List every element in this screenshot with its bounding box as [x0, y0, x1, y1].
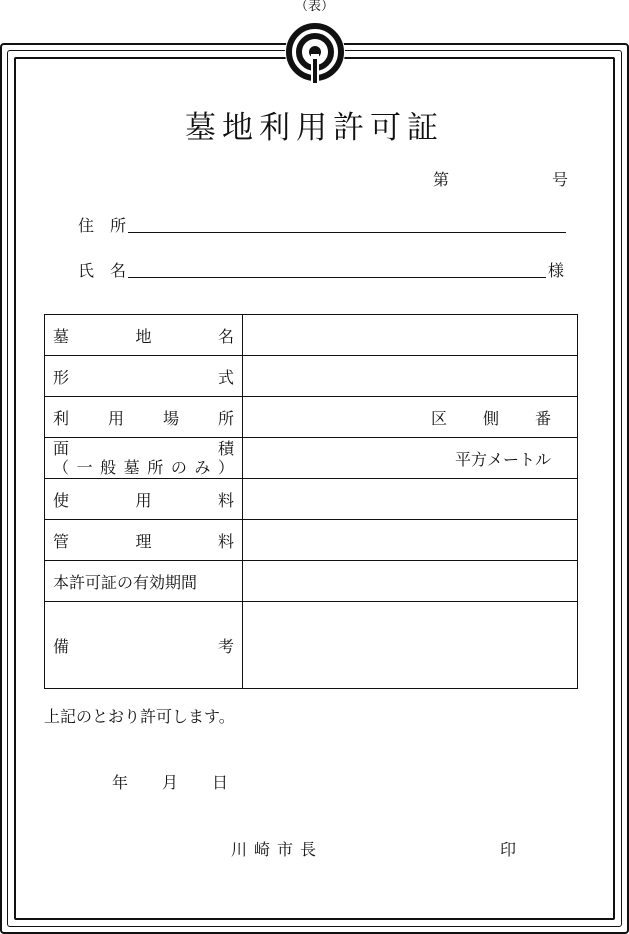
city-emblem-icon — [284, 21, 346, 83]
row-label-type — [45, 356, 243, 397]
table-row — [45, 602, 578, 689]
label-char: 利 — [53, 408, 70, 428]
label-char: 考 — [217, 636, 234, 656]
label-char: 使 — [53, 490, 70, 510]
number-suffix: 号 — [552, 170, 569, 189]
row-label-usage-fee — [45, 479, 243, 520]
label-char: 墓 — [53, 326, 70, 346]
side-label: （表） — [294, 0, 334, 14]
date-year: 年 — [112, 773, 129, 792]
name-label-2: 名 — [110, 261, 127, 280]
label-char: 形 — [53, 367, 70, 387]
mayor-title: 川崎市長 — [231, 840, 324, 859]
table-row — [45, 479, 578, 520]
validity-period-label: 本許可証の有効期間 — [53, 572, 198, 592]
usage-fee-value[interactable] — [243, 479, 578, 520]
label-char: （ — [53, 458, 70, 477]
permission-statement: 上記のとおり許可します。 — [44, 707, 235, 726]
name-suffix: 様 — [548, 261, 565, 280]
label-char: 墓 — [123, 458, 140, 477]
label-char: 般 — [100, 458, 117, 477]
label-char: ） — [217, 458, 234, 477]
number-prefix: 第 — [433, 170, 450, 189]
label-char: 料 — [217, 490, 234, 510]
area-unit: 平方メートル — [454, 449, 551, 469]
cemetery-name-value[interactable] — [243, 315, 578, 356]
address-label-1: 住 — [78, 216, 95, 235]
label-char: 面 — [53, 439, 70, 458]
table-row — [45, 397, 578, 438]
row-label-cemetery-name — [45, 315, 243, 356]
label-char: 所 — [217, 408, 234, 428]
row-label-management-fee — [45, 520, 243, 561]
area-value[interactable] — [243, 438, 578, 479]
seal-mark: 印 — [500, 840, 517, 859]
label-char: 一 — [76, 458, 93, 477]
address-line[interactable] — [128, 232, 566, 233]
row-label-remarks — [45, 602, 243, 689]
address-label-2: 所 — [110, 216, 127, 235]
table-row — [45, 520, 578, 561]
location-ward: 区 — [430, 408, 447, 428]
location-number: 番 — [534, 408, 551, 428]
row-label-location — [45, 397, 243, 438]
document-title: 墓地利用許可証 — [185, 110, 444, 146]
location-value[interactable] — [243, 397, 578, 438]
label-char: 管 — [53, 531, 70, 551]
label-char: 名 — [217, 326, 234, 346]
name-line[interactable] — [128, 277, 546, 278]
management-fee-value[interactable] — [243, 520, 578, 561]
label-char: の — [170, 458, 187, 477]
row-label-area — [45, 438, 243, 479]
type-value[interactable] — [243, 356, 578, 397]
label-char: 用 — [135, 490, 152, 510]
table-row — [45, 561, 578, 602]
label-char: 式 — [217, 367, 234, 387]
table-row — [45, 438, 578, 479]
row-label-validity-period — [45, 561, 243, 602]
remarks-value[interactable] — [243, 602, 578, 689]
label-char: 地 — [135, 326, 152, 346]
table-row — [45, 315, 578, 356]
location-side: 側 — [482, 408, 499, 428]
date-day: 日 — [212, 773, 229, 792]
label-char: 料 — [217, 531, 234, 551]
permit-table — [44, 314, 578, 689]
label-char: 積 — [217, 439, 234, 458]
label-char: 理 — [135, 531, 152, 551]
label-char: 場 — [162, 408, 179, 428]
date-month: 月 — [162, 773, 179, 792]
label-char: 用 — [107, 408, 124, 428]
validity-period-value[interactable] — [243, 561, 578, 602]
label-char: 所 — [147, 458, 164, 477]
label-char: 備 — [53, 636, 70, 656]
table-row — [45, 356, 578, 397]
label-char: み — [194, 458, 211, 477]
name-label-1: 氏 — [78, 261, 95, 280]
